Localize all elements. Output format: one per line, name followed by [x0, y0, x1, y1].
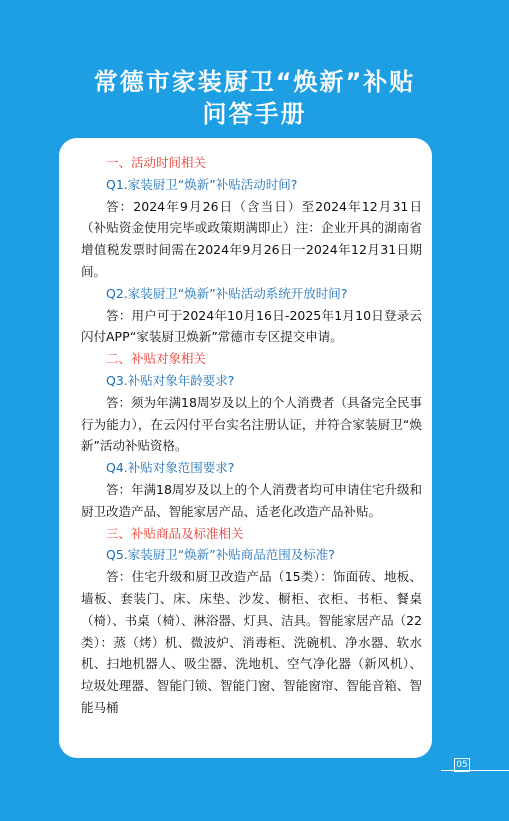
question-1: Q1.家装厨卫“焕新”补贴活动时间?	[106, 176, 298, 192]
answer-3: 答：须为年满18周岁及以上的个人消费者（具备完全民事行为能力），在云闪付平台实名注册认证，并符合家装厨卫“焕新”活动补贴资格。	[81, 394, 422, 454]
answer-4: 答：年满18周岁及以上的个人消费者均可申请住宅升级和厨卫改造产品、智能家居产品、适老化改造产品补贴。	[81, 481, 422, 519]
answer-5: 答：住宅升级和厨卫改造产品（15类）：饰面砖、地板、墙板、套装门、床、床垫、沙发、橱柜、衣柜、书柜、餐桌（椅）、书桌（椅）、淋浴器、灯具、洁具。智能家居产品（22类）：蒸（烤）机、微波炉、消毒柜、洗碗机、净水器、软水机、扫地机器人、吸尘器、洗地机、空气净化器（新风机）、垃圾处理器、智能门锁、智能门窗、智能窗帘、智能音箱、智能马桶	[81, 569, 422, 715]
question-2: Q2.家装厨卫“焕新”补贴活动系统开放时间?	[106, 285, 348, 301]
question-4: Q4.补贴对象范围要求?	[106, 460, 235, 476]
question-5: Q5.家装厨卫“焕新”补贴商品范围及标准?	[106, 547, 335, 563]
section-heading-time: 一、活动时间相关	[106, 155, 207, 170]
page-title-line2: 问答手册	[202, 100, 307, 128]
section-heading-target: 二、补贴对象相关	[106, 351, 207, 367]
qa-content-card	[59, 138, 432, 758]
answer-1: 答：2024年9月26日（含当日）至2024年12月31日（补贴资金使用完毕或政策期满即止）注：企业开具的湖南省增值税发票时间需在2024年9月26日一2024年12月31日期间。	[81, 198, 422, 279]
page-number: 05	[454, 758, 470, 772]
footer-divider	[441, 770, 509, 771]
answer-2: 答：用户可于2024年10月16日-2025年1月10日登录云闪付APP“家装厨卫焕新”常德市专区提交申请。	[81, 307, 422, 345]
question-3: Q3.补贴对象年龄要求?	[106, 372, 235, 388]
section-heading-products: 三、补贴商品及标准相关	[106, 525, 244, 541]
page-title-line1: 常德市家装厨卫“焕新”补贴	[93, 68, 416, 96]
